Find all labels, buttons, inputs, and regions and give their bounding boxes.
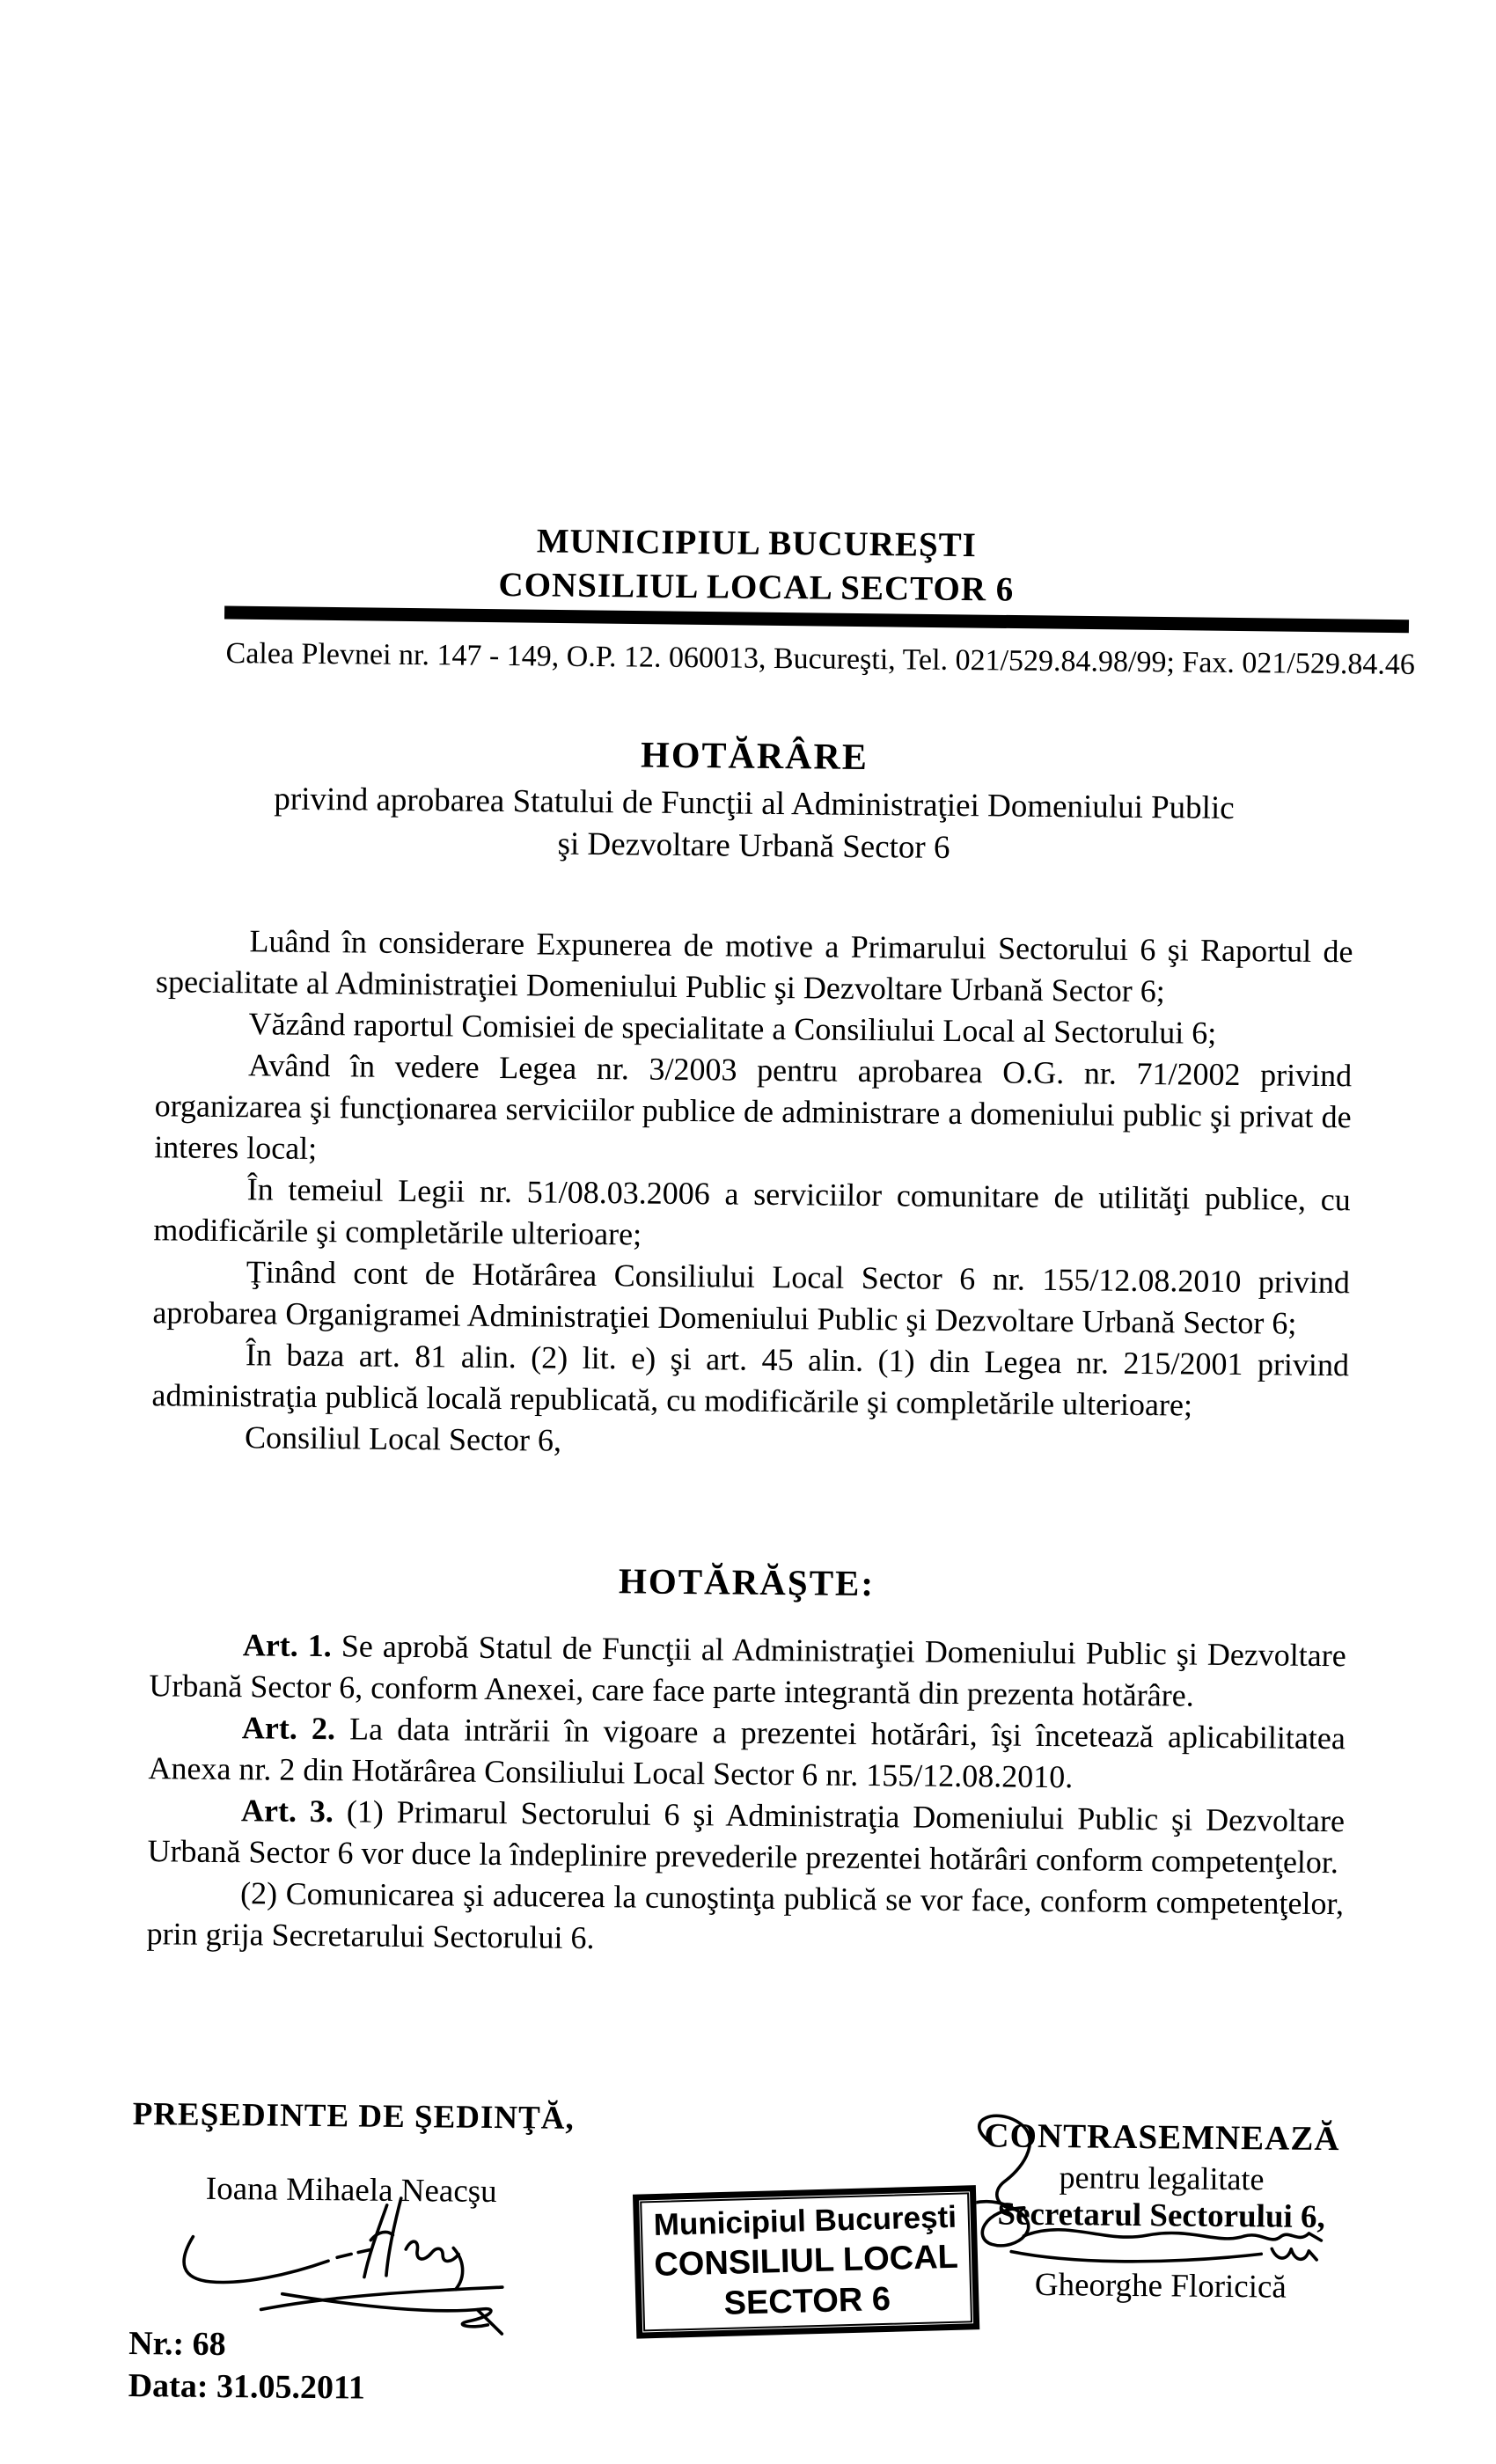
council-stamp	[633, 2185, 979, 2338]
decree-title: HOTĂRÂRE	[640, 735, 869, 778]
articles-section	[146, 1624, 1346, 1966]
decree-subtitle-line-1: privind aprobarea Statului de Funcţii al Administraţiei Domeniului Public	[274, 781, 1235, 826]
preamble-paragraph: Luând în considerare Expunerea de motive a Primarului Sectorului 6 şi Raportul de specialitate al Administraţiei Domeniului Public şi Dezvoltare Urbană Sector 6;	[155, 923, 1353, 1009]
secretary-signature	[925, 2101, 1340, 2317]
preamble-section	[151, 920, 1353, 1469]
stamp-line-2: CONSILIUL LOCAL	[653, 2238, 959, 2284]
preamble-paragraph: În temeiul Legii nr. 51/08.03.2006 a serviciilor comunitare de utilităţi publice, cu modificările şi completările ulterioare;	[153, 1171, 1351, 1252]
article-label: Art. 1.	[242, 1627, 332, 1664]
article-label: Art. 2.	[241, 1710, 336, 1747]
article-paragraph	[147, 1789, 1345, 1883]
article-label: Art. 3.	[240, 1793, 334, 1830]
article-paragraph	[148, 1706, 1346, 1800]
article-text: (2) Comunicarea şi aducerea la cunoştinţa publică se vor face, conform competenţelor, prin grija Secretarului Sectorului 6.	[146, 1875, 1345, 1956]
preamble-paragraph: Ţinând cont de Hotărârea Consiliului Local Sector 6 nr. 155/12.08.2010 privind aprobarea Organigramei Administraţiei Domeniului Public şi Dezvoltare Urbană Sector 6;	[152, 1254, 1351, 1341]
preamble-paragraph: Având în vedere Legea nr. 3/2003 pentru aprobarea O.G. nr. 71/2002 privind organizarea şi funcţionarea serviciilor publice de administrare a domeniului public şi privat de interes local;	[154, 1047, 1353, 1166]
article-text: La data intrării în vigoare a prezentei hotărâri, îşi încetează aplicabilitatea Anexa nr. 2 din Hotărârea Consiliului Local Sector 6 nr. 155/12.08.2010.	[148, 1711, 1346, 1795]
letterhead-org-line-1: MUNICIPIUL BUCUREŞTI	[536, 522, 978, 565]
decree-date: Data: 31.05.2011	[128, 2367, 366, 2407]
decree-subtitle-line-2: şi Dezvoltare Urbană Sector 6	[557, 825, 950, 866]
preamble-paragraph: Consiliul Local Sector 6,	[244, 1419, 562, 1458]
stamp-line-1: Municipiul Bucureşti	[653, 2199, 957, 2243]
secretary-name: Gheorghe Floricică	[1034, 2266, 1287, 2306]
letterhead-org-line-2: CONSILIUL LOCAL SECTOR 6	[498, 565, 1015, 609]
countersign-heading: CONTRASEMNEAZĂ	[984, 2116, 1340, 2159]
article-paragraph	[149, 1624, 1346, 1718]
decision-heading: HOTĂRĂŞTE:	[618, 1560, 876, 1604]
letterhead-address-line: Calea Plevnei nr. 147 - 149, O.P. 12. 060013, Bucureşti, Tel. 021/529.84.98/99; Fax. 021/529.84.46	[225, 636, 1416, 681]
decree-number: Nr.: 68	[128, 2325, 226, 2364]
president-role-label: PREŞEDINTE DE ŞEDINŢĂ,	[132, 2096, 575, 2137]
article-paragraph	[146, 1872, 1344, 1966]
stamp-line-3: SECTOR 6	[723, 2280, 891, 2322]
article-text: Se aprobă Statul de Funcţii al Administraţiei Domeniului Public şi Dezvoltare Urbană Sector 6, conform Anexei, care face parte integrantă din prezenta hotărâre.	[149, 1628, 1346, 1713]
secretary-title: Secretarul Sectorului 6,	[997, 2196, 1325, 2236]
countersign-note: pentru legalitate	[1059, 2160, 1265, 2197]
preamble-paragraph: În baza art. 81 alin. (2) lit. e) şi art. 45 alin. (1) din Legea nr. 215/2001 privind administraţia publică locală republicată, cu modificările şi completările ulterioare;	[151, 1337, 1350, 1423]
preamble-paragraph: Văzând raportul Comisiei de specialitate a Consiliului Local al Sectorului 6;	[248, 1006, 1217, 1051]
president-name: Ioana Mihaela Neacşu	[205, 2170, 497, 2211]
president-signature	[174, 2193, 554, 2337]
article-text: (1) Primarul Sectorului 6 şi Administraţia Domeniului Public şi Dezvoltare Urbană Sector 6 vor duce la îndeplinire prevederile prezentei hotărâri conform competenţelor.	[147, 1793, 1346, 1881]
